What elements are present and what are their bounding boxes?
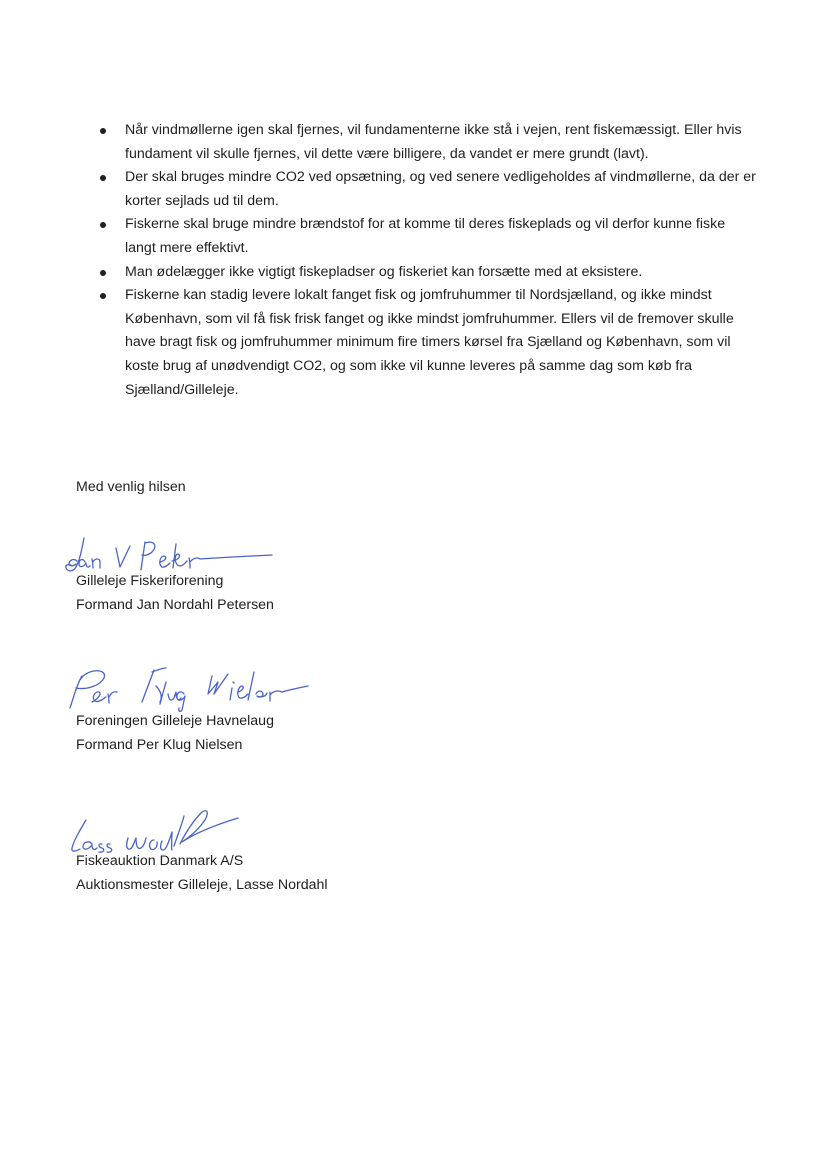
signatory-organization: Foreningen Gilleleje Havnelaug — [76, 713, 274, 729]
list-item: Der skal bruges mindre CO2 ved opsætning, og ved senere vedligeholdes af vindmøllerne, da der er korter sejlads ud til dem. — [96, 166, 756, 213]
signatory-organization: Gilleleje Fiskeriforening — [76, 573, 224, 589]
signatory-title: Auktionsmester Gilleleje, Lasse Nordahl — [76, 877, 328, 893]
signatory-title: Formand Per Klug Nielsen — [76, 737, 243, 753]
signature-per-klug-nielsen — [62, 664, 322, 712]
closing-greeting: Med venlig hilsen — [76, 479, 186, 495]
list-item: Man ødelægger ikke vigtigt fiskepladser og fiskeriet kan forsætte med at eksistere. — [96, 261, 756, 285]
list-item: Fiskerne skal bruge mindre brændstof for at komme til deres fiskeplads og vil derfor kunne fiske langt mere effektivt. — [96, 213, 756, 260]
argument-list — [96, 119, 756, 402]
list-item: Når vindmøllerne igen skal fjernes, vil fundamenterne ikke stå i vejen, rent fiskemæssigt. Eller hvis fundament vil skulle fjernes, vil dette være billigere, da vandet er mere grundt (lavt). — [96, 119, 756, 166]
list-item: Fiskerne kan stadig levere lokalt fanget fisk og jomfruhummer til Nordsjælland, og ikke mindst København, som vil få fisk frisk fanget og ikke mindst jomfruhummer. Ellers vil de fremover skulle have bragt fisk og jomfruhummer minimum fire timers kørsel fra Sjælland og København, som vil koste brug af unødvendigt CO2, og som ikke vil kunne leveres på samme dag som køb fra Sjælland/Gilleleje. — [96, 284, 756, 402]
signatory-organization: Fiskeauktion Danmark A/S — [76, 853, 244, 869]
signatory-title: Formand Jan Nordahl Petersen — [76, 597, 274, 613]
signature-lasse-nordahl — [62, 804, 262, 856]
